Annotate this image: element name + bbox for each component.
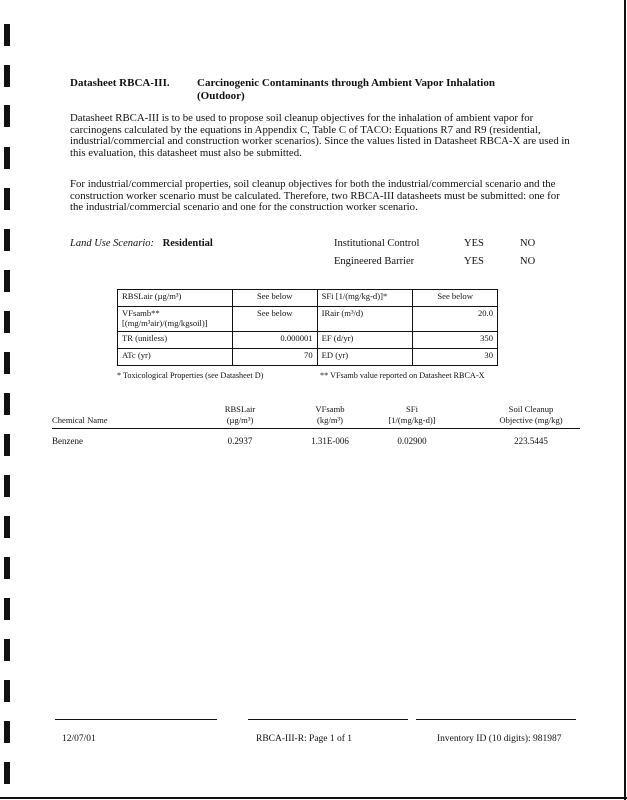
control-yes: YES — [464, 256, 484, 267]
param-label: SFi [1/(mg/kg-d)]* — [317, 290, 413, 307]
binder-hole — [4, 105, 10, 127]
control-label: Engineered Barrier — [334, 256, 415, 267]
header-text: SFi — [406, 404, 418, 414]
binder-hole — [4, 516, 10, 538]
land-use-label: Land Use Scenario: — [70, 238, 154, 249]
header-unit: [1/(mg/kg-d)] — [388, 415, 436, 425]
param-value: 20.0 — [413, 307, 498, 332]
header-vfsamb — [300, 404, 360, 426]
binder-hole — [4, 147, 10, 169]
binder-hole — [4, 65, 10, 87]
control-no: NO — [520, 256, 536, 267]
footer-inventory-id: Inventory ID (10 digits): 981987 — [437, 734, 562, 744]
scan-edge-bottom — [0, 797, 627, 799]
binder-hole — [4, 557, 10, 579]
header-sfi — [382, 404, 442, 426]
header-rbslair — [210, 404, 270, 426]
institutional-control-row — [334, 238, 536, 249]
binder-hole — [4, 352, 10, 374]
footer-rule — [55, 719, 217, 720]
binder-hole — [4, 434, 10, 456]
instructions-paragraph: For industrial/commercial properties, soil cleanup objectives for both the industrial/commercial scenario and the construction worker scenario must be calculated. Therefore, two RBCA-III datasheets must be submitted: one for the industrial/commercial scenario and one for the construction worker scenario. — [70, 178, 560, 214]
binder-hole — [4, 24, 10, 46]
param-label: EF (d/yr) — [317, 332, 413, 349]
header-unit: (µg/m³) — [226, 415, 254, 425]
binder-hole — [4, 475, 10, 497]
binder-hole — [4, 598, 10, 620]
control-yes: YES — [464, 238, 484, 249]
header-unit: Objective (mg/kg) — [499, 415, 563, 425]
footer-rule — [416, 719, 576, 720]
param-value: See below — [232, 290, 317, 307]
param-label: TR (unitless) — [118, 332, 233, 349]
header-cleanup-objective — [488, 404, 574, 426]
param-label: RBSLair (µg/m³) — [118, 290, 233, 307]
scan-edge-right — [624, 0, 626, 800]
table-row — [118, 332, 498, 349]
binder-hole — [4, 762, 10, 784]
table-row — [118, 349, 498, 366]
footnote-toxicological: * Toxicological Properties (see Datasheet D) — [117, 371, 264, 380]
table-row — [118, 307, 498, 332]
parameter-table — [117, 289, 498, 366]
table-row — [118, 290, 498, 307]
binder-hole — [4, 393, 10, 415]
result-cleanup-objective: 223.5445 — [514, 436, 548, 446]
results-header-rule — [52, 428, 580, 429]
binder-hole — [4, 270, 10, 292]
land-use-value: Residential — [162, 238, 213, 249]
header-chemical-name: Chemical Name — [52, 415, 108, 425]
land-use-scenario — [70, 238, 213, 249]
footer-date: 12/07/01 — [62, 734, 96, 744]
header-text: Soil Cleanup — [508, 404, 554, 414]
param-label: VFsamb** [(mg/m³air)/(mg/kgsoil)] — [118, 307, 233, 332]
param-value: 30 — [413, 349, 498, 366]
param-value: 350 — [413, 332, 498, 349]
result-chemical: Benzene — [52, 436, 83, 446]
result-vfsamb: 1.31E-006 — [311, 436, 349, 446]
title-line-2: (Outdoor) — [197, 90, 245, 102]
binder-hole — [4, 229, 10, 251]
param-value: 0.000001 — [232, 332, 317, 349]
header-text: RBSLair — [224, 404, 256, 414]
footer-rule — [248, 719, 408, 720]
param-value: See below — [232, 307, 317, 332]
param-label: ED (yr) — [317, 349, 413, 366]
title-line-1: Carcinogenic Contaminants through Ambient Vapor Inhalation — [197, 77, 495, 89]
footer-page: RBCA-III-R: Page 1 of 1 — [256, 734, 353, 744]
param-label: ATc (yr) — [118, 349, 233, 366]
binder-hole — [4, 721, 10, 743]
control-no: NO — [520, 238, 536, 249]
header-unit: (kg/m³) — [317, 415, 343, 425]
datasheet-id: Datasheet RBCA-III. — [70, 77, 170, 89]
binder-hole — [4, 639, 10, 661]
engineered-barrier-row — [334, 256, 536, 267]
intro-paragraph: Datasheet RBCA-III is to be used to propose soil cleanup objectives for the inhalation of ambient vapor for carcinogens calculated by the equations in Appendix C, Table C of TACO: Equations R7 and R9 (residential, industrial/commercial and construction worker scenarios). Since the values listed in Datasheet RBCA-X are used in this evaluation, this datasheet must also be submitted. — [70, 112, 570, 159]
result-sfi: 0.02900 — [397, 436, 427, 446]
binder-hole — [4, 311, 10, 333]
result-rbslair: 0.2937 — [227, 436, 253, 446]
footnote-vfsamb: ** VFsamb value reported on Datasheet RBCA-X — [320, 371, 485, 380]
header-text: VFsamb — [315, 404, 345, 414]
param-label: IRair (m³/d) — [317, 307, 413, 332]
control-label: Institutional Control — [334, 238, 420, 249]
binder-hole — [4, 680, 10, 702]
param-value: 70 — [232, 349, 317, 366]
binder-hole — [4, 188, 10, 210]
param-value: See below — [413, 290, 498, 307]
